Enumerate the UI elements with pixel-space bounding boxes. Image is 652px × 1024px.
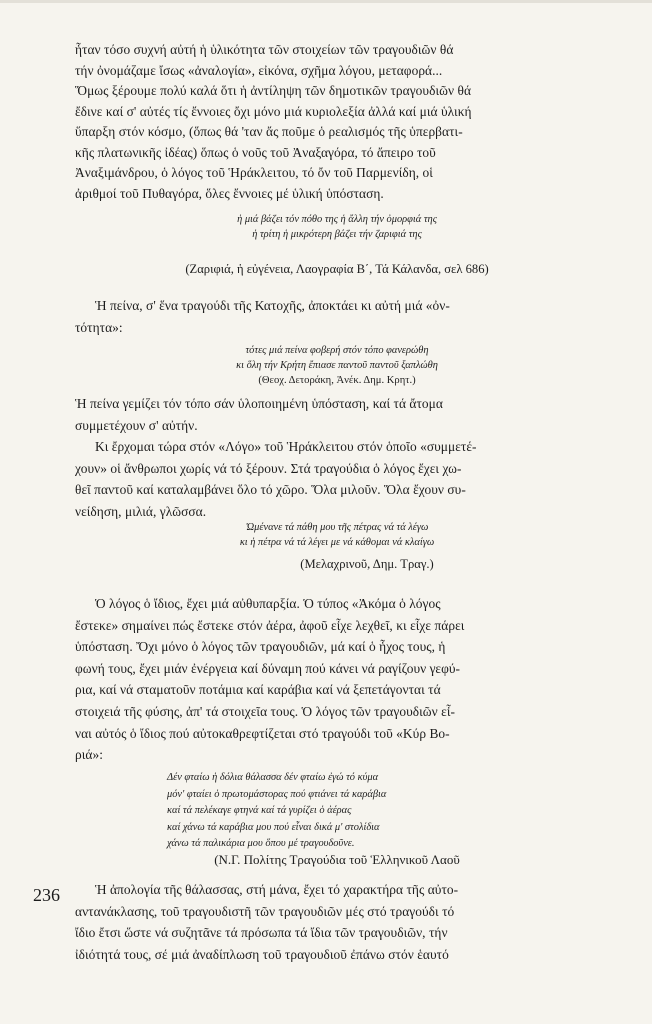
verse-line: τότες μιά πείνα φοβερή στόν τόπο φανερώθη [245,345,429,356]
text-line: Ἡ ἀπολογία τῆς θάλασσας, στή μάνα, ἔχει τό χαρακτήρα τῆς αὐτο- [95,882,459,897]
citation: (Ν.Γ. Πολίτης Τραγούδια τοῦ Ἑλληνικοῦ Λαοῦ [214,852,460,867]
text-line: νείδηση, μιλιά, γλῶσσα. [75,503,207,519]
verse-line: ἡ τρίτη ἡ μικρότερη βάζει τήν ζαριφιά της [252,229,422,240]
citation-1 [75,260,599,278]
verse-line: μόν' φταίει ὁ πρωτομάστορας πού φτιάνει τά καράβια [167,788,387,800]
citation: (Ζαριφιά, ἡ εὐγένεια, Λαογραφία Β΄, Τά Κάλανδα, σελ 686) [185,262,489,276]
text-line: ἦταν τόσο συχνή αὐτή ἡ ὑλικότητα τῶν στοιχείων τῶν τραγουδιῶν θά [75,42,454,57]
text-line: ἰδιότητά τους, σέ μιά ἀναδίπλωση τοῦ τραγουδιοῦ ἐπάνω στόν ἑαυτό [75,946,449,962]
paragraph-1 [75,40,599,204]
text-line: φωνή τους, ἔχει μιάν ἐνέργεια καί δύναμη πού κάνει νά ραγίζουν γεφύ- [75,660,461,676]
text-line: ρια, καί νά σταματοῦν ποτάμια καί καράβια καί νά ξεπετάγονται τά [75,682,441,698]
text-line: θεῖ παντοῦ καί καταλαμβάνει ὅλο τό χῶρο. Ὅλα μιλοῦν. Ὅλα ἔχουν συ- [75,482,466,498]
verse-line: κι ἡ πέτρα νά τά λέγει με νά κάθομαι νά κλαίγω [239,537,435,548]
citation: (Μελαχρινοῦ, Δημ. Τραγ.) [300,557,434,571]
text-line: Ὅμως ξέρουμε πολύ καλά ὅτι ἡ ἀντίληψη τῶν δημοτικῶν τραγουδιῶν θά [75,83,472,98]
text-line: ναι αὐτός ὁ ἴδιος πού αὐτοκαθρεφτίζεται στό τραγούδι τοῦ «Κύρ Βο- [75,725,450,741]
verse-quote-1 [75,212,599,242]
verse-line: κι ὅλη τήν Κρήτη ἔπιασε παντοῦ παντοῦ ξαπλώθη [236,360,438,371]
paragraph-5 [75,879,599,965]
verse-quote-4 [75,770,599,853]
text-line: ριά»: [75,747,103,763]
verse-quote-3 [75,520,599,550]
text-line: ὑπόσταση. Ὄχι μόνο ὁ λόγος τῶν τραγουδιῶν, μά καί ὁ ἦχος τους, ἡ [75,639,446,655]
verse-line: Δέν φταίω ἡ δόλια θάλασσα δέν φταίω ἐγώ τό κύμα [167,772,379,783]
text-line: χουν» οἱ ἄνθρωποι χωρίς νά τό ξέρουν. Στά τραγούδια ὁ λόγος ἔχει χω- [75,460,462,476]
text-line: Ἀναξιμάνδρου, ὁ λόγος τοῦ Ἡράκλειτου, τό ὄν τοῦ Παρμενίδη, οἱ [75,165,433,180]
text-line: αντανάκλασης, τοῦ τραγουδιστῆ τῶν τραγουδιῶν μές στό τραγούδι τό [75,903,455,919]
text-line: Ἡ πείνα, σ' ἕνα τραγούδι τῆς Κατοχῆς, ἀποκτάει κι αὐτή μιά «ὀν- [95,298,450,313]
verse-line: χάνω τά παλικάρια μου ὅπου μέ τραγουδοῦνε. [167,838,355,849]
text-line: συμμετέχουν σ' αὐτήν. [75,417,198,433]
verse-quote-2 [75,343,599,388]
text-line: ἔστεκε» σημαίνει πώς ἔστεκε στόν ἀέρα, ἀφοῦ εἶχε λεχθεῖ, κι εἶχε πάρει [75,617,465,633]
verse-line: ἡ μιά βάζει τόν πόθο της ἡ ἄλλη τήν ὀμορφιά της [237,214,437,225]
page-number: 236 [33,885,60,905]
text-line: στοιχειά τῆς φύσης, ἀπ' τά στοιχεῖα τους. Ὁ λόγος τῶν τραγουδιῶν εἶ- [75,703,455,719]
citation: (Θεοχ. Δετοράκη, Ἀνέκ. Δημ. Κρητ.) [258,375,416,386]
text-line: Κι ἔρχομαι τώρα στόν «Λόγο» τοῦ Ἡράκλειτου στόν ὁποῖο «συμμετέ- [95,439,477,455]
text-line: ἔδινε καί σ' αὐτές τίς ἔννοιες ὄχι μόνο μιά κυριολεξία ἀλλά καί μιά ὑλική [75,103,472,119]
text-line: ἀριθμοί τοῦ Πυθαγόρα, ὅλες ἔννοιες μέ ὑλική ὑπόσταση. [75,185,384,201]
paragraph-4 [75,593,599,766]
paragraph-3 [75,393,599,523]
text-line: ἴδιο ἔτσι ὥστε νά συζητᾶνε τά πρόσωπα τά ἴδια τῶν τραγουδιῶν, τήν [75,925,448,941]
citation-4 [75,851,599,869]
verse-line: καί τά πελέκαγε φτηνά καί τά γυρίζει ὁ ἀέρας [167,805,352,816]
citation-3 [75,555,599,573]
verse-line: Ὠμένανε τά πάθη μου τῆς πέτρας νά τά λέγω [245,522,429,533]
verse-line: καί χάνω τά καράβια μου πού εἶναι δικά μ' στολίδια [167,821,380,833]
top-edge [0,0,652,3]
text-line: τότητα»: [75,319,123,335]
text-line: Ὁ λόγος ὁ ἴδιος, ἔχει μιά αὐθυπαρξία. Ὁ τύπος «Ἀκόμα ὁ λόγος [95,596,441,611]
text-line: τήν ὀνομάζαμε ἴσως «ἀναλογία», εἰκόνα, σχῆμα λόγου, μεταφορά... [75,62,443,78]
text-line: κῆς πλατωνικῆς ἰδέας) ὅπως ὁ νοῦς τοῦ Ἀναξαγόρα, τό ἄπειρο τοῦ [75,144,436,160]
paragraph-2 [75,295,599,338]
text-line: ὕπαρξη στόν κόσμο, (ὅπως θά 'ταν ἄς ποῦμε ὁ ρεαλισμός τῆς ὑπερβατι- [75,124,463,139]
text-line: Ἡ πείνα γεμίζει τόν τόπο σάν ὑλοποιημένη ὑπόσταση, καί τά ἄτομα [75,396,443,411]
